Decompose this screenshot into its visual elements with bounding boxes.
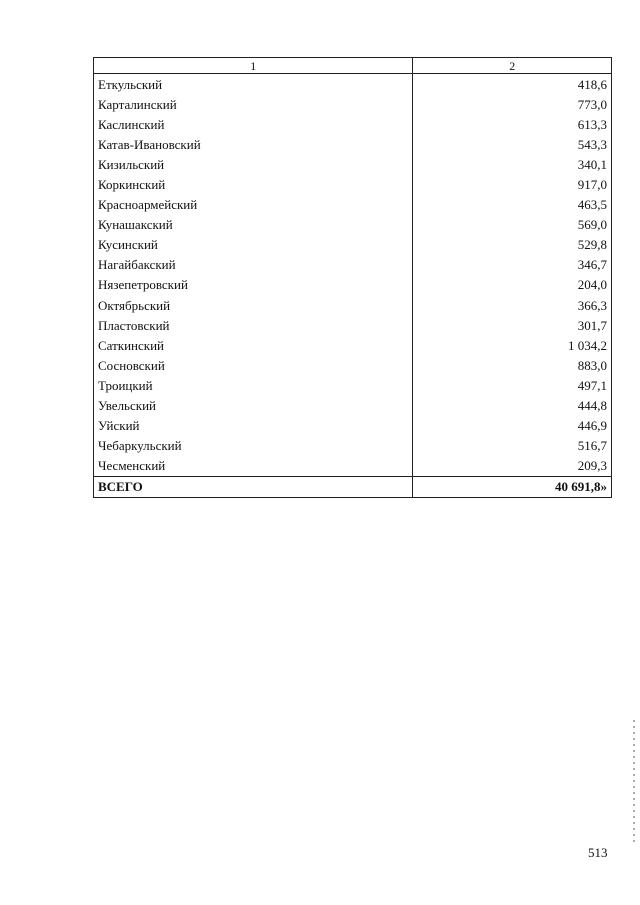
district-name: Троицкий — [94, 375, 413, 395]
district-name: Увельский — [94, 396, 413, 416]
column-header-2: 2 — [413, 58, 612, 74]
table-row — [94, 375, 612, 395]
district-name: Кунашакский — [94, 215, 413, 235]
district-name: Каслинский — [94, 114, 413, 134]
district-name: Карталинский — [94, 94, 413, 114]
district-value: 883,0 — [413, 355, 612, 375]
data-table — [93, 57, 612, 498]
total-label: ВСЕГО — [94, 476, 413, 497]
district-name: Еткульский — [94, 74, 413, 95]
table-header-row — [94, 58, 612, 74]
table-row — [94, 295, 612, 315]
district-value: 543,3 — [413, 134, 612, 154]
district-name: Красноармейский — [94, 195, 413, 215]
district-name: Сосновский — [94, 355, 413, 375]
table-row — [94, 174, 612, 194]
column-header-1: 1 — [94, 58, 413, 74]
district-value: 497,1 — [413, 375, 612, 395]
table-row — [94, 114, 612, 134]
district-value: 917,0 — [413, 174, 612, 194]
district-value: 444,8 — [413, 396, 612, 416]
district-value: 613,3 — [413, 114, 612, 134]
district-name: Нязепетровский — [94, 275, 413, 295]
table-row — [94, 456, 612, 477]
district-value: 209,3 — [413, 456, 612, 477]
district-name: Кусинский — [94, 235, 413, 255]
table-row — [94, 195, 612, 215]
district-name: Кизильский — [94, 154, 413, 174]
district-value: 1 034,2 — [413, 335, 612, 355]
total-row — [94, 476, 612, 497]
data-table-container — [93, 57, 612, 498]
district-value: 529,8 — [413, 235, 612, 255]
total-value: 40 691,8» — [413, 476, 612, 497]
table-row — [94, 396, 612, 416]
district-value: 446,9 — [413, 416, 612, 436]
district-value: 516,7 — [413, 436, 612, 456]
district-value: 463,5 — [413, 195, 612, 215]
district-value: 773,0 — [413, 94, 612, 114]
table-row — [94, 94, 612, 114]
table-row — [94, 235, 612, 255]
table-row — [94, 416, 612, 436]
district-value: 418,6 — [413, 74, 612, 95]
scan-edge-marks — [633, 720, 635, 845]
district-value: 204,0 — [413, 275, 612, 295]
district-name: Пластовский — [94, 315, 413, 335]
table-row — [94, 275, 612, 295]
district-name: Уйский — [94, 416, 413, 436]
table-row — [94, 315, 612, 335]
district-name: Чебаркульский — [94, 436, 413, 456]
table-row — [94, 154, 612, 174]
district-name: Коркинский — [94, 174, 413, 194]
district-value: 366,3 — [413, 295, 612, 315]
district-value: 346,7 — [413, 255, 612, 275]
district-name: Октябрьский — [94, 295, 413, 315]
district-name: Нагайбакский — [94, 255, 413, 275]
district-value: 301,7 — [413, 315, 612, 335]
table-row — [94, 215, 612, 235]
table-row — [94, 436, 612, 456]
district-name: Катав-Ивановский — [94, 134, 413, 154]
district-value: 569,0 — [413, 215, 612, 235]
table-row — [94, 335, 612, 355]
district-name: Чесменский — [94, 456, 413, 477]
table-row — [94, 74, 612, 95]
page-number: 513 — [588, 845, 608, 860]
district-name: Саткинский — [94, 335, 413, 355]
table-row — [94, 134, 612, 154]
district-value: 340,1 — [413, 154, 612, 174]
table-row — [94, 355, 612, 375]
table-row — [94, 255, 612, 275]
